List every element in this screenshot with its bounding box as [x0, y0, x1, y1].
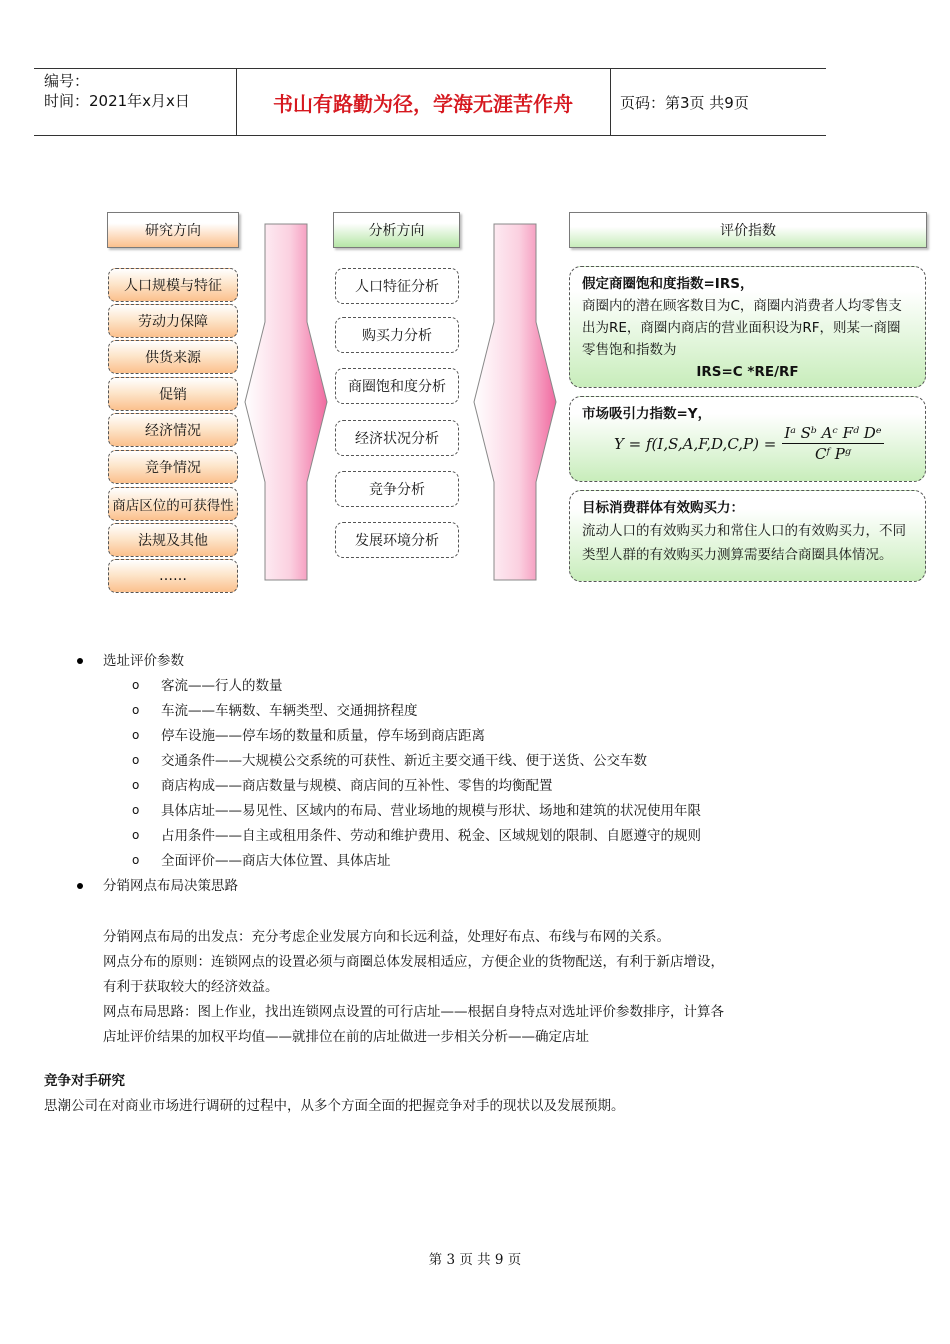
formula-denominator: Cᶠ Pᵍ [815, 445, 851, 463]
eval-box-attraction-title: 市场吸引力指数=Y， [582, 406, 712, 422]
col1-item: 供货来源 [108, 340, 238, 374]
header-divider-right [610, 68, 611, 136]
header-code-label: 编号： [44, 72, 90, 90]
sub-item: 占用条件——自主或租用条件、劳动和维护费用、税金、区域规划的限制、自愿遵守的规则 [161, 828, 701, 844]
sub-item: 客流——行人的数量 [161, 678, 283, 694]
sub-item: 商店构成——商店数量与规模、商店间的互补性、零售的均衡配置 [161, 778, 553, 794]
double-arrow-icon [243, 222, 329, 584]
col1-item: …… [108, 559, 238, 593]
paragraph-approach-line1: 网点布局思路：图上作业，找出连锁网点设置的可行店址——根据自身特点对选址评价参数排序，计算各 [103, 1004, 724, 1020]
sub-bullet-marker: o [132, 803, 140, 817]
col1-item: 经济情况 [108, 413, 238, 447]
header-bottom-rule [34, 135, 826, 136]
col1-title: 研究方向 [107, 212, 239, 248]
header-top-rule [34, 68, 826, 69]
sub-item: 全面评价——商店大体位置、具体店址 [161, 853, 391, 869]
col3-title: 评价指数 [569, 212, 927, 248]
formula-left: Y = f(I,S,A,F,D,C,P) = [614, 434, 777, 453]
col1-item: 人口规模与特征 [108, 268, 238, 302]
col2-item: 人口特征分析 [335, 268, 459, 304]
col1-item: 商店区位的可获得性 [108, 487, 238, 521]
col2-item: 发展环境分析 [335, 522, 459, 558]
sub-bullet-marker: o [132, 853, 140, 867]
sub-bullet-marker: o [132, 728, 140, 742]
eval-box-irs-body: 商圈内的潜在顾客数目为C，商圈内消费者人均零售支出为RE，商圈内商店的营业面积设为RF，则某一商圈零售饱和指数为 [582, 298, 902, 358]
col2-item: 购买力分析 [335, 317, 459, 353]
paragraph-principle-line1: 网点分布的原则：连锁网点的设置必须与商圈总体发展相适应，方便企业的货物配送，有利于新店增设， [103, 954, 724, 970]
sub-bullet-marker: o [132, 828, 140, 842]
eval-box-attraction [569, 396, 926, 482]
sub-bullet-marker: o [132, 778, 140, 792]
sub-bullet-marker: o [132, 703, 140, 717]
bullet-network-layout: 分销网点布局决策思路 [103, 878, 238, 894]
eval-box-pp-title: 目标消费群体有效购买力： [582, 500, 744, 516]
col1-item: 劳动力保障 [108, 304, 238, 338]
col2-item: 竞争分析 [335, 471, 459, 507]
sub-item: 车流——车辆数、车辆类型、交通拥挤程度 [161, 703, 418, 719]
formula-numerator: Iᵃ Sᵇ Aᶜ Fᵈ Dᵉ [784, 424, 882, 442]
sub-bullet-marker: o [132, 678, 140, 692]
paragraph-approach-line2: 店址评价结果的加权平均值——就排位在前的店址做进一步相关分析——确定店址 [103, 1029, 589, 1045]
col2-item: 商圈饱和度分析 [335, 368, 459, 404]
formula-fraction [782, 423, 883, 464]
eval-box-purchasing-power [569, 490, 926, 582]
paragraph-start-point: 分销网点布局的出发点：充分考虑企业发展方向和长远利益，处理好布点、布线与布网的关系。 [103, 929, 670, 945]
header-page-label: 页码：第3页 共9页 [620, 94, 749, 112]
header-motto: 书山有路勤为径，学海无涯苦作舟 [273, 92, 573, 116]
col1-item: 竞争情况 [108, 450, 238, 484]
eval-box-pp-body: 流动人口的有效购买力和常住人口的有效购买力，不同类型人群的有效购买力测算需要结合商圈具体情况。 [582, 523, 906, 563]
col2-title: 分析方向 [333, 212, 460, 248]
header-date-label: 时间：2021年x月x日 [44, 92, 190, 110]
col1-item: 促销 [108, 377, 238, 411]
col1-item: 法规及其他 [108, 523, 238, 557]
paragraph-principle-line2: 有利于获取较大的经济效益。 [103, 979, 279, 995]
attraction-formula [614, 423, 913, 464]
section-title-competitors: 竞争对手研究 [44, 1073, 125, 1089]
double-arrow-icon [472, 222, 558, 584]
sub-item: 具体店址——易见性、区域内的布局、营业场地的规模与形状、场地和建筑的状况使用年限 [161, 803, 701, 819]
sub-bullet-marker: o [132, 753, 140, 767]
bullet-dot [77, 883, 83, 889]
eval-box-irs-title: 假定商圈饱和度指数=IRS， [582, 276, 754, 292]
col2-item: 经济状况分析 [335, 420, 459, 456]
eval-box-irs [569, 266, 926, 388]
section-body-competitors: 思潮公司在对商业市场进行调研的过程中，从多个方面全面的把握竞争对手的现状以及发展预期。 [44, 1098, 625, 1114]
sub-item: 停车设施——停车场的数量和质量，停车场到商店距离 [161, 728, 485, 744]
page-footer: 第 3 页 共 9 页 [428, 1252, 522, 1268]
bullet-site-params: 选址评价参数 [103, 653, 184, 669]
bullet-dot [77, 658, 83, 664]
sub-item: 交通条件——大规模公交系统的可获性、新近主要交通干线、便于送货、公交车数 [161, 753, 647, 769]
eval-box-irs-formula: IRS=C *RE/RF [696, 364, 799, 380]
